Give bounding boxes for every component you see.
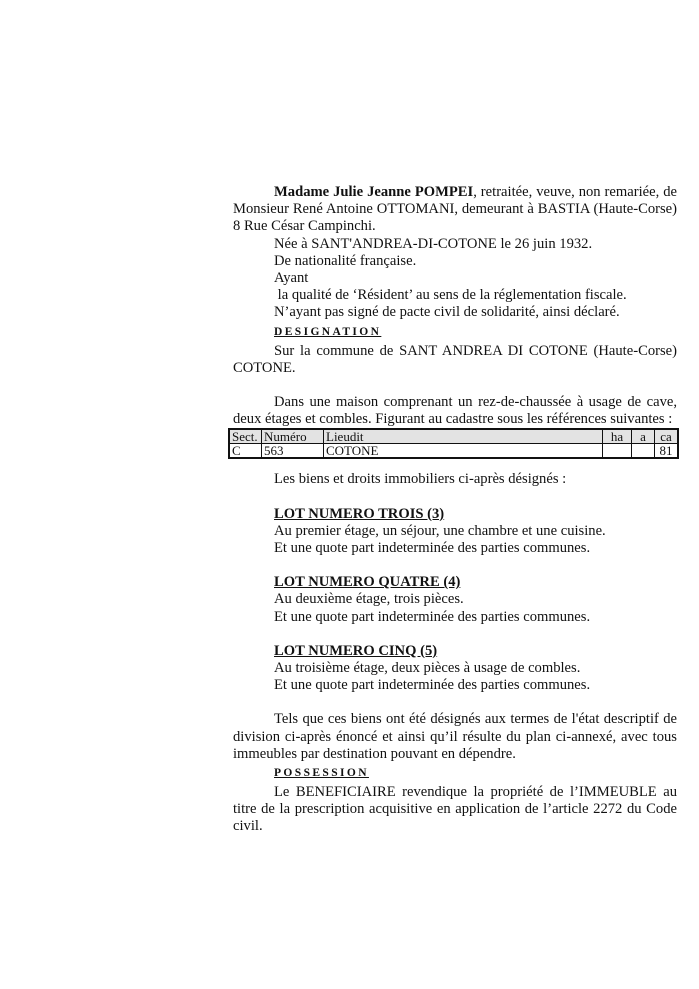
party-name: Madame Julie Jeanne POMPEI (274, 184, 474, 200)
lot-line: Et une quote part indeterminée des parties communes. (274, 608, 591, 625)
lot-line: Au premier étage, un séjour, une chambre et une cuisine. (274, 522, 606, 539)
lot-line: Au troisième étage, deux pièces à usage de combles. (274, 660, 581, 677)
lot-line: Et une quote part indeterminée des parties communes. (274, 677, 591, 694)
lot-title: LOT NUMERO QUATRE (4) (274, 574, 461, 591)
cell-sect: C (229, 444, 262, 459)
lot-line: Et une quote part indeterminée des parties communes. (274, 540, 591, 557)
party-paragraph (233, 184, 677, 236)
cell-ca: 81 (655, 444, 679, 459)
header-lieudit: Lieudit (324, 429, 603, 444)
ayant-line: Ayant (274, 270, 309, 287)
spacer (233, 557, 677, 574)
lot-4 (233, 574, 677, 626)
header-ha: ha (603, 429, 632, 444)
cell-a (632, 444, 655, 459)
birth-line: Née à SANT'ANDREA-DI-COTONE le 26 juin 1932. (274, 235, 593, 252)
header-numero: Numéro (262, 429, 324, 444)
cell-lieudit: COTONE (324, 444, 603, 459)
spacer (233, 489, 677, 506)
table-header-row (229, 429, 678, 444)
header-sect: Sect. (229, 429, 262, 444)
possession-paragraph: Le BENEFICIAIRE revendique la propriété de l’IMMEUBLE au titre de la prescription acquisitive en application de l’article 2272 du Code civil. (233, 784, 677, 835)
lot-line: Au deuxième étage, trois pièces. (274, 591, 464, 608)
lot-title: LOT NUMERO CINQ (5) (274, 642, 438, 659)
lot-5 (233, 643, 677, 695)
cell-numero: 563 (262, 444, 324, 459)
document-page (233, 184, 677, 836)
residence-line: la qualité de ‘Résident’ au sens de la réglementation fiscale. (274, 287, 627, 304)
designation-heading: DESIGNATION (274, 325, 382, 338)
header-ca: ca (655, 429, 679, 444)
spacer (233, 694, 677, 711)
spacer (233, 377, 677, 394)
lot-title: LOT NUMERO TROIS (3) (274, 505, 445, 522)
cell-ha (603, 444, 632, 459)
table-row (229, 444, 678, 459)
party-details: , retraitée, veuve, non remariée, de Monsieur René Antoine OTTOMANI, demeurant à BASTIA (Haute-Corse) 8 Rue César Campinchi. (233, 184, 677, 235)
cadastre-table (228, 428, 679, 459)
pacs-line: N’ayant pas signé de pacte civil de solidarité, ainsi déclaré. (274, 304, 620, 321)
description-paragraph: Dans une maison comprenant un rez-de-chaussée à usage de cave, deux étages et combles. Figurant au cadastre sous les références suivantes : (233, 394, 677, 428)
closing-paragraph: Tels que ces biens ont été désignés aux termes de l'état descriptif de division ci-après énoncé et ainsi qu’il résulte du plan ci-annexé, avec tous immeubles par destination pouvant en dépendre. (233, 711, 677, 762)
spacer (233, 626, 677, 643)
commune-paragraph: Sur la commune de SANT ANDREA DI COTONE (Haute-Corse) COTONE. (233, 342, 677, 376)
lot-3 (233, 506, 677, 558)
spacer (233, 459, 677, 471)
header-a: a (632, 429, 655, 444)
possession-heading: POSSESSION (274, 767, 369, 780)
biens-intro: Les biens et droits immobiliers ci-après désignés : (274, 471, 567, 488)
nationality-line: De nationalité française. (274, 252, 417, 269)
